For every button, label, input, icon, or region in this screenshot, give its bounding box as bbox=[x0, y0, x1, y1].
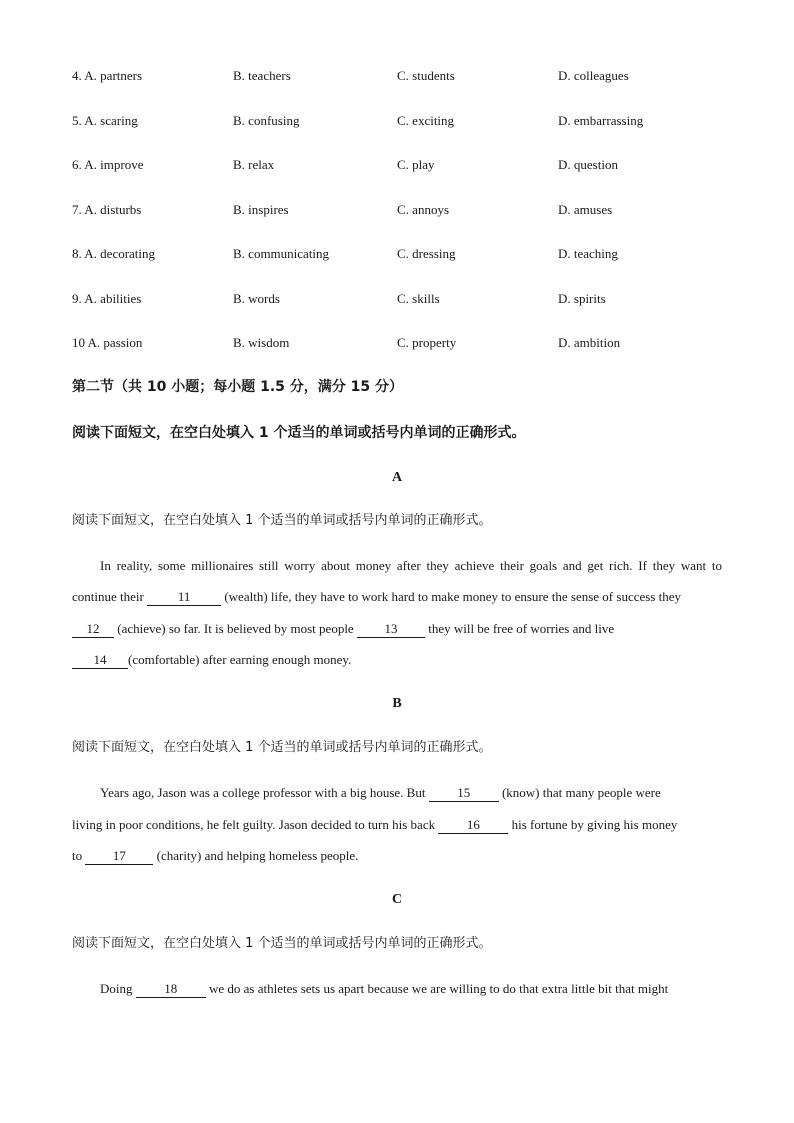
part-b-letter: B bbox=[392, 696, 402, 711]
blank-12: 12 bbox=[72, 621, 114, 638]
option-c: C. property bbox=[397, 335, 457, 350]
option-a: 8. A. decorating bbox=[72, 246, 156, 261]
option-row-4 bbox=[72, 66, 732, 86]
blank-15: 15 bbox=[429, 785, 499, 802]
part-c-letter: C bbox=[391, 892, 403, 907]
option-a: 6. A. improve bbox=[72, 157, 144, 172]
text: his fortune by giving his money bbox=[508, 817, 678, 832]
text: continue their bbox=[72, 589, 148, 604]
part-c-instruction: 阅读下面短文，在空白处填入 1 个适当的单词或括号内单词的正确形式。 bbox=[72, 936, 492, 951]
option-d: D. ambition bbox=[558, 335, 621, 350]
option-c: C. dressing bbox=[397, 246, 456, 261]
text: Years ago, Jason was a college professor with a big house. But bbox=[100, 785, 429, 800]
part-a-letter: A bbox=[391, 470, 403, 485]
option-row-5 bbox=[72, 111, 732, 131]
blank-11: 11 bbox=[147, 589, 221, 606]
part-b-instruction: 阅读下面短文，在空白处填入 1 个适当的单词或括号内单词的正确形式。 bbox=[72, 740, 492, 755]
option-c: C. play bbox=[397, 157, 435, 172]
option-b: B. confusing bbox=[233, 113, 300, 128]
option-d: D. colleagues bbox=[558, 68, 629, 83]
text: we do as athletes sets us apart because we are willing to do that extra little bit that might bbox=[205, 981, 669, 996]
part-b-line-3 bbox=[72, 846, 722, 866]
option-b: B. relax bbox=[233, 157, 275, 172]
option-d: D. amuses bbox=[558, 202, 613, 217]
blank-14: 14 bbox=[72, 652, 128, 669]
option-a: 5. A. scaring bbox=[72, 113, 138, 128]
text: (comfortable) after earning enough money. bbox=[128, 652, 352, 667]
text: (know) that many people were bbox=[498, 785, 661, 800]
option-d: D. embarrassing bbox=[558, 113, 644, 128]
option-b: B. inspires bbox=[233, 202, 289, 217]
part-a-line-3 bbox=[72, 619, 722, 639]
option-row-10 bbox=[72, 333, 732, 353]
option-a: 4. A. partners bbox=[72, 68, 143, 83]
option-b: B. words bbox=[233, 291, 280, 306]
option-row-7 bbox=[72, 200, 732, 220]
blank-13: 13 bbox=[357, 621, 425, 638]
option-b: B. wisdom bbox=[233, 335, 290, 350]
option-b: B. communicating bbox=[233, 246, 330, 261]
text: (wealth) life, they have to work hard to make money to ensure the sense of success they bbox=[221, 589, 682, 604]
text: to bbox=[72, 848, 86, 863]
option-row-6 bbox=[72, 155, 732, 175]
option-c: C. annoys bbox=[397, 202, 449, 217]
part-a-line-1: In reality, some millionaires still worry about money after they achieve their goals and get rich. If they want to bbox=[100, 558, 722, 573]
text: they will be free of worries and live bbox=[424, 621, 615, 636]
part-b-line-2 bbox=[72, 815, 722, 835]
text: Doing bbox=[100, 981, 136, 996]
text: living in poor conditions, he felt guilty. Jason decided to turn his back bbox=[72, 817, 439, 832]
part-a-line-2 bbox=[72, 587, 722, 607]
text: (charity) and helping homeless people. bbox=[153, 848, 359, 863]
blank-17: 17 bbox=[85, 848, 153, 865]
part-c-line-1 bbox=[100, 979, 722, 999]
blank-18: 18 bbox=[136, 981, 206, 998]
option-d: D. spirits bbox=[558, 291, 606, 306]
text: (achieve) so far. It is believed by most people bbox=[114, 621, 357, 636]
part-a-instruction: 阅读下面短文，在空白处填入 1 个适当的单词或括号内单词的正确形式。 bbox=[72, 513, 492, 528]
blank-16: 16 bbox=[438, 817, 508, 834]
option-c: C. students bbox=[397, 68, 455, 83]
option-d: D. question bbox=[558, 157, 618, 172]
option-a: 10 A. passion bbox=[72, 335, 143, 350]
option-c: C. exciting bbox=[397, 113, 455, 128]
part-b-line-1 bbox=[100, 783, 722, 803]
option-a: 9. A. abilities bbox=[72, 291, 142, 306]
part-a-line-4 bbox=[72, 650, 722, 670]
section-heading: 第二节（共 10 小题；每小题 1.5 分，满分 15 分） bbox=[72, 379, 404, 395]
option-c: C. skills bbox=[397, 291, 440, 306]
option-b: B. teachers bbox=[233, 68, 291, 83]
section-instruction: 阅读下面短文，在空白处填入 1 个适当的单词或括号内单词的正确形式。 bbox=[72, 425, 526, 441]
option-a: 7. A. disturbs bbox=[72, 202, 142, 217]
option-row-8 bbox=[72, 244, 732, 264]
option-row-9 bbox=[72, 289, 732, 309]
option-d: D. teaching bbox=[558, 246, 618, 261]
